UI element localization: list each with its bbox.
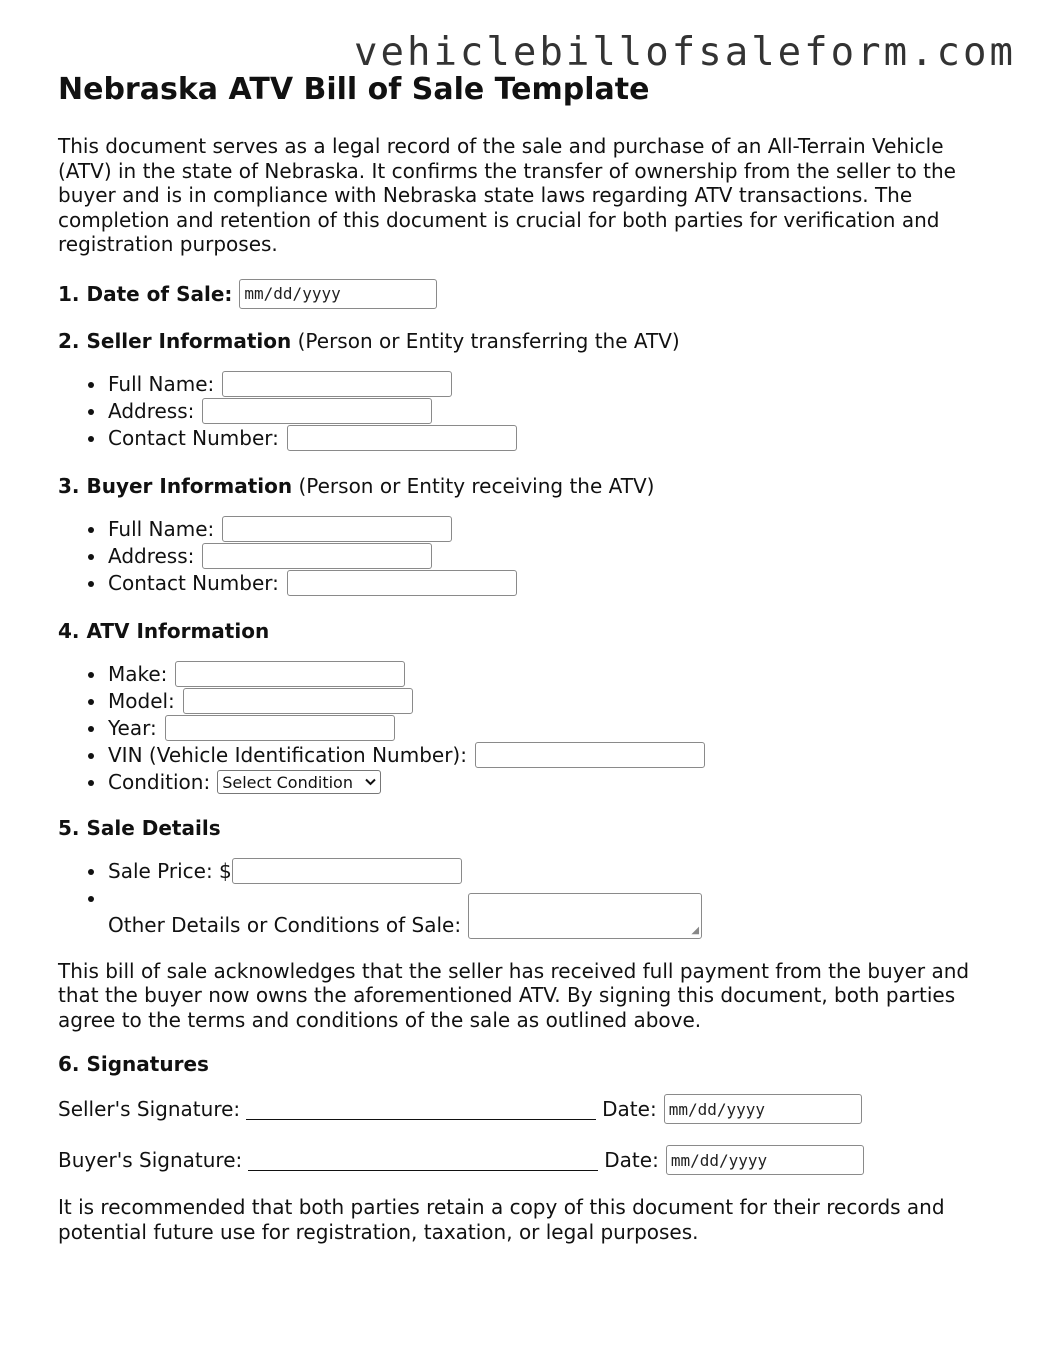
atv-condition-label: Condition:	[108, 770, 211, 794]
buyer-heading-title: 3. Buyer Information	[58, 473, 293, 498]
acknowledgment-paragraph: This bill of sale acknowledges that the seller has received full payment from the buyer and that the buyer now owns the aforementioned ATV. By signing this document, both parties agree to the terms and conditions of the sale as outlined above.	[58, 958, 970, 1032]
seller-address-label: Address:	[108, 399, 195, 423]
seller-signature-line[interactable]	[246, 1099, 596, 1120]
sale-heading: 5. Sale Details	[58, 815, 221, 840]
seller-full-name-label: Full Name:	[108, 372, 215, 396]
page-title: Nebraska ATV Bill of Sale Template	[58, 72, 650, 107]
seller-contact-label: Contact Number:	[108, 426, 279, 450]
date-of-sale-label: 1. Date of Sale:	[58, 281, 233, 306]
list-item	[58, 398, 998, 425]
list-item	[58, 742, 998, 769]
list-item	[58, 661, 998, 688]
buyer-full-name-label: Full Name:	[108, 517, 215, 541]
atv-year-label: Year:	[108, 716, 157, 740]
seller-address-field[interactable]	[202, 398, 432, 424]
buyer-contact-label: Contact Number:	[108, 571, 279, 595]
chevron-down-icon	[365, 778, 376, 786]
list-item	[58, 425, 998, 452]
atv-year-field[interactable]	[165, 715, 395, 741]
atv-list	[58, 661, 998, 796]
seller-contact-field[interactable]	[287, 425, 517, 451]
sale-list	[58, 858, 998, 939]
form-page	[58, 70, 998, 1244]
seller-signature-label: Seller's Signature:	[58, 1097, 241, 1121]
closing-paragraph: It is recommended that both parties retain a copy of this document for their records and potential future use for registration, taxation, or legal purposes.	[58, 1195, 945, 1244]
buyer-heading	[58, 474, 998, 498]
buyer-date-label: Date:	[604, 1148, 659, 1172]
atv-make-field[interactable]	[175, 661, 405, 687]
date-of-sale-row	[58, 279, 998, 309]
buyer-full-name-field[interactable]	[222, 516, 452, 542]
buyer-address-field[interactable]	[202, 543, 432, 569]
buyer-signature-row	[58, 1145, 998, 1175]
list-item	[58, 769, 998, 796]
buyer-signature-label: Buyer's Signature:	[58, 1148, 243, 1172]
seller-date-label: Date:	[602, 1097, 657, 1121]
signatures-heading: 6. Signatures	[58, 1052, 209, 1076]
list-item	[58, 858, 998, 885]
buyer-heading-note: (Person or Entity receiving the ATV)	[298, 473, 655, 498]
buyer-date-input[interactable]: mm/dd/yyyy	[666, 1145, 864, 1175]
condition-select-value: Select Condition	[222, 772, 353, 792]
seller-heading-note: (Person or Entity transferring the ATV)	[297, 328, 680, 353]
list-item	[58, 543, 998, 570]
atv-make-label: Make:	[108, 662, 168, 686]
seller-signature-row	[58, 1094, 998, 1124]
atv-model-field[interactable]	[183, 688, 413, 714]
seller-heading	[58, 329, 998, 353]
sale-other-textarea[interactable]	[468, 893, 702, 939]
seller-list	[58, 371, 998, 452]
date-of-sale-input[interactable]: mm/dd/yyyy	[239, 279, 437, 309]
buyer-signature-line[interactable]	[248, 1150, 598, 1171]
seller-full-name-field[interactable]	[222, 371, 452, 397]
list-item	[58, 570, 998, 597]
sale-other-label: Other Details or Conditions of Sale:	[108, 912, 462, 937]
atv-model-label: Model:	[108, 689, 175, 713]
buyer-address-label: Address:	[108, 544, 195, 568]
atv-heading: 4. ATV Information	[58, 618, 270, 643]
sale-price-label: Sale Price: $	[108, 859, 232, 883]
list-item	[58, 885, 998, 939]
list-item	[58, 371, 998, 398]
intro-paragraph: This document serves as a legal record of the sale and purchase of an All-Terrain Vehicle (ATV) in the state of Nebraska. It confirms the transfer of ownership from the seller to the buyer and is in compliance with Nebraska state laws regarding ATV transactions. The completion and retention of this document is crucial for both parties for verification and registration purposes.	[58, 134, 956, 256]
seller-heading-title: 2. Seller Information	[58, 328, 292, 353]
list-item	[58, 516, 998, 543]
watermark-text: vehiclebillofsaleform.com	[354, 30, 1016, 75]
resize-grip-icon[interactable]: ◢	[691, 924, 700, 936]
sale-price-field[interactable]	[232, 858, 462, 884]
atv-vin-field[interactable]	[475, 742, 705, 768]
atv-vin-label: VIN (Vehicle Identification Number):	[108, 743, 467, 767]
buyer-list	[58, 516, 998, 597]
list-item	[58, 715, 998, 742]
list-item	[58, 688, 998, 715]
seller-date-input[interactable]: mm/dd/yyyy	[664, 1094, 862, 1124]
condition-select[interactable]	[217, 770, 381, 794]
buyer-contact-field[interactable]	[287, 570, 517, 596]
